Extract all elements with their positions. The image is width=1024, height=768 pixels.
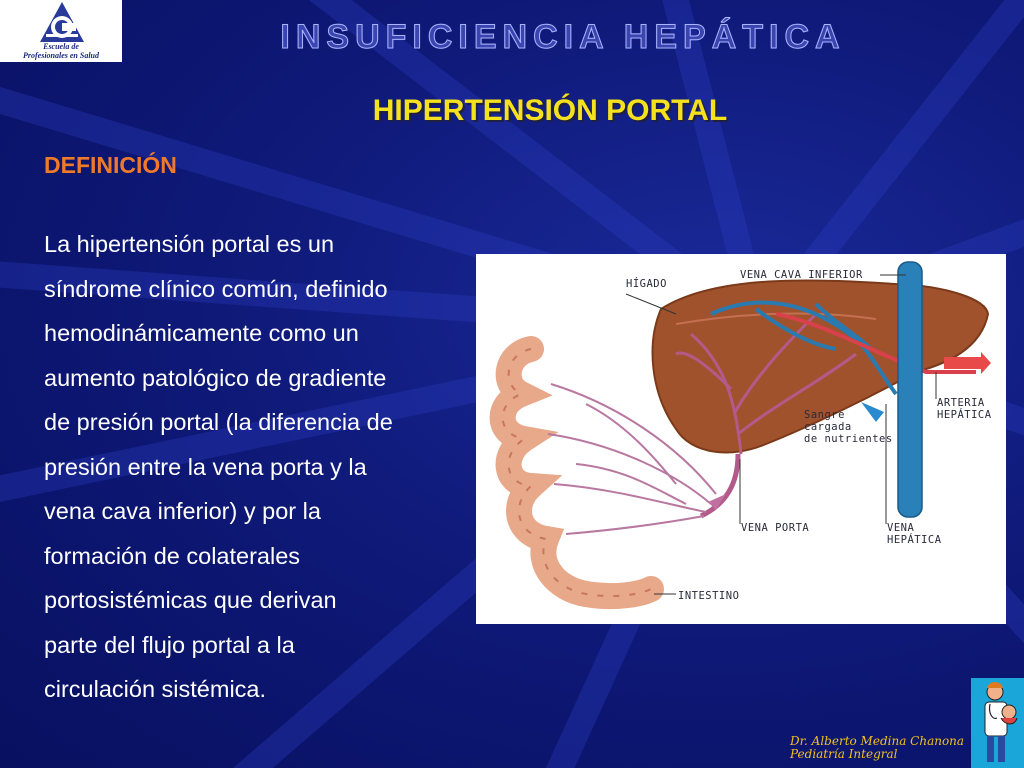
liver-anatomy-illustration: [476, 254, 1006, 624]
label-intestino: INTESTINO: [678, 590, 740, 602]
label-sangre-cargada: [804, 409, 893, 445]
definition-paragraph: [44, 222, 476, 712]
label-vena-hepatica-line-2: HEPÁTICA: [887, 534, 942, 546]
definition-line: hemodinámicamente como un: [44, 320, 359, 346]
label-vena-hepatica: [887, 522, 942, 546]
author-credit: [790, 735, 964, 761]
label-sangre-line-2: cargada: [804, 421, 852, 433]
definition-line: presión entre la vena porta y la: [44, 453, 367, 480]
definition-line: de presión portal (la diferencia de: [44, 409, 393, 435]
credit-author: Dr. Alberto Medina Chanona: [790, 734, 965, 748]
logo-line-1: Escuela de: [43, 42, 79, 51]
definition-line: aumento patológico de gradiente: [44, 364, 387, 391]
slide-title: INSUFICIENCIA HEPÁTICA: [280, 18, 846, 56]
slide-subtitle: HIPERTENSIÓN PORTAL: [372, 94, 728, 127]
label-vena-porta: VENA PORTA: [741, 522, 810, 534]
section-heading: DEFINICIÓN: [44, 152, 177, 178]
label-sangre-line-1: Sangre: [804, 409, 845, 421]
label-arteria-hepatica: [937, 397, 992, 421]
label-vena-hepatica-line-1: VENA: [887, 522, 915, 534]
label-vena-cava-inferior: VENA CAVA INFERIOR: [740, 269, 863, 281]
logo-line-2: Profesionales en Salud: [22, 51, 99, 60]
definition-line: vena cava inferior) y por la: [44, 498, 321, 524]
label-arteria-line-1: ARTERIA: [937, 397, 985, 409]
logo-emblem-icon: [0, 0, 122, 44]
intestine: [503, 349, 651, 596]
definition-line: parte del flujo portal a la: [44, 631, 295, 658]
doctor-clipart: [971, 678, 1024, 768]
portal-system-diagram: [476, 254, 1006, 624]
label-arteria-line-2: HEPÁTICA: [937, 409, 992, 421]
logo-text: [0, 42, 122, 60]
definition-line: portosistémicas que derivan: [44, 587, 337, 613]
definition-line: La hipertensión portal es un: [44, 231, 335, 257]
definition-line: circulación sistémica.: [44, 676, 267, 702]
school-logo: [0, 0, 122, 62]
label-sangre-line-3: de nutrientes: [804, 433, 893, 445]
inferior-vena-cava: [898, 262, 922, 517]
definition-line: síndrome clínico común, definido: [44, 275, 388, 302]
label-higado: HÍGADO: [626, 278, 667, 290]
definition-line: formación de colaterales: [44, 542, 301, 569]
credit-course: Pediatría Integral: [790, 747, 898, 761]
doctor-with-baby-icon: [971, 678, 1024, 768]
portal-vein: [701, 454, 738, 516]
